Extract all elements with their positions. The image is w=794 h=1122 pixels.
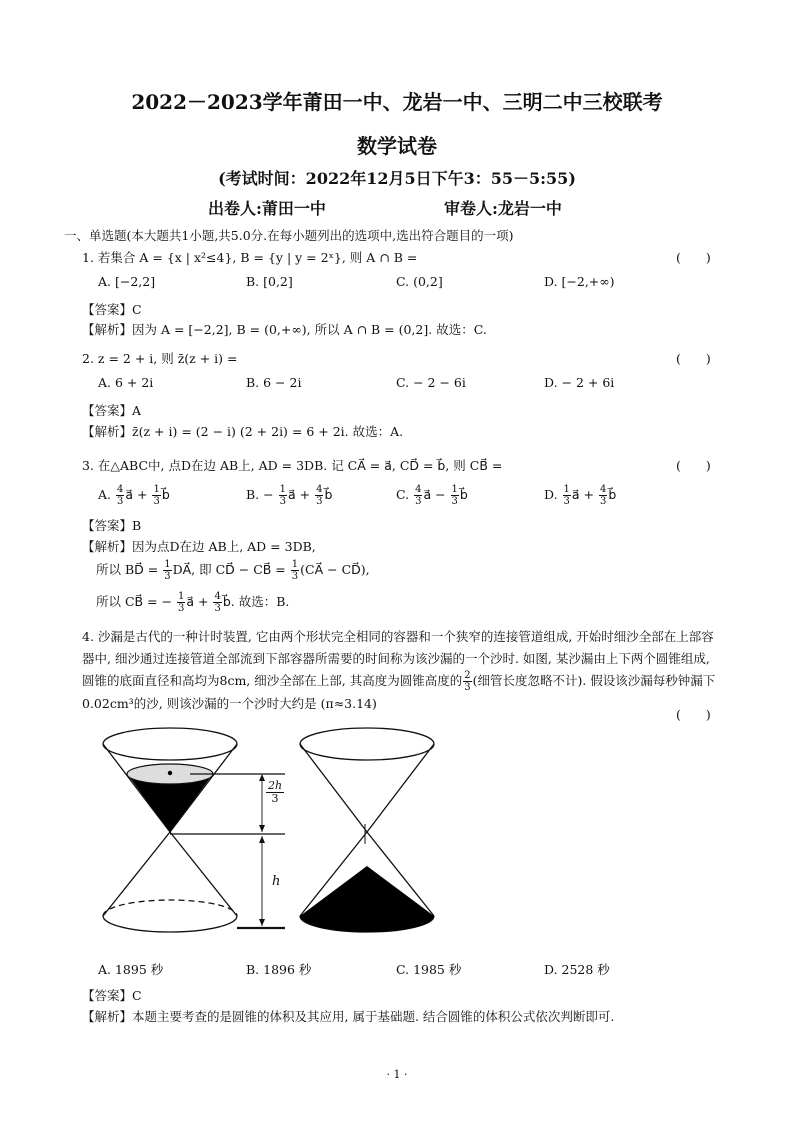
q4-answer: 【答案】C <box>82 988 142 1003</box>
label-2h-over-3: 2h 3 <box>268 779 283 805</box>
apex-dot <box>168 771 172 775</box>
q1-option-b: B. [0,2] <box>246 274 293 289</box>
q3-option-d: D. $\frac{1}{3}$ a⃗ + $\frac{4}{3}$ b⃗ <box>544 484 617 507</box>
exam-time: (考试时间：2022年12月5日下午3：55－5:55) <box>218 169 576 188</box>
q1-answer: 【答案】C <box>82 302 142 317</box>
q2-answer: 【答案】A <box>82 403 142 418</box>
q4-analysis: 【解析】本题主要考查的是圆锥的体积及其应用, 属于基础题. 结合圆锥的体积公式依次判断即可. <box>82 1009 615 1024</box>
q3-analysis-line1: 【解析】因为点D在边 AB上, AD = 3DB, <box>82 539 316 554</box>
q3-analysis-line2: 所以 BD⃗ = $\frac{1}{3}$ DA⃗, 即 CD⃗ − CB⃗ = $\frac{1}{3}$ (CA⃗ − CD⃗), <box>96 559 370 582</box>
q1-option-c: C. (0,2] <box>396 274 443 289</box>
q4-stem: 4. 沙漏是古代的一种计时装置, 它由两个形状完全相同的容器和一个狭窄的连接管道组成, 开始时细沙全部在上部容器中, 细沙通过连接管道全部流到下部容器所需要的时间称为该沙漏的一个沙时. 如图, 某沙漏由上下两个圆锥组成, 圆锥的底面直径和高均为8cm, 细沙全部在上部, 其高度为圆锥高度的 $\frac{2}{3}$ (细管长度忽略不计). 假设该沙漏每秒钟漏下0.02cm³的沙, 则该沙漏的一个沙时大约是 (π≈3.14) <box>82 629 716 711</box>
q4-option-a: A. 1895 秒 <box>98 962 164 977</box>
bottom-rim-front <box>103 916 237 932</box>
q2-analysis: 【解析】z̄(z + i) = (2 − i) (2 + 2i) = 6 + 2i. 故选：A. <box>82 424 404 439</box>
top-rim-ellipse <box>103 728 237 760</box>
q3-option-a: A. $\frac{4}{3}$ a⃗ + $\frac{1}{3}$ b⃗ <box>98 484 170 507</box>
q2-answer-blank: ( ) <box>676 351 711 366</box>
q3-answer: 【答案】B <box>82 518 142 533</box>
exam-title: 2022－2023学年莆田一中、龙岩一中、三明二中三校联考 <box>131 90 663 114</box>
q1-answer-blank: ( ) <box>676 250 711 265</box>
page-number: · 1 · <box>386 1068 408 1081</box>
q2-option-b: B. 6 − 2i <box>246 375 302 390</box>
q1-stem: 1. 若集合 A = {x | x²≤4}, B = {y | y = 2ˣ}, 则 A ∩ B = <box>82 250 418 265</box>
setter: 出卷人:莆田一中 <box>208 199 326 218</box>
cone-edge <box>170 832 237 916</box>
bottom-rim-back <box>103 900 237 916</box>
hourglass-figure <box>90 720 470 940</box>
q1-analysis: 【解析】因为 A = [−2,2], B = (0,+∞), 所以 A ∩ B = (0,2]. 故选：C. <box>82 322 487 337</box>
q2-option-a: A. 6 + 2i <box>98 375 154 390</box>
label-h: h <box>272 874 281 889</box>
q4-option-b: B. 1896 秒 <box>246 962 312 977</box>
exam-subtitle: 数学试卷 <box>357 134 437 158</box>
section-heading: 一、单选题(本大题共1小题,共5.0分.在每小题列出的选项中,选出符合题目的一项) <box>64 228 514 243</box>
cone-edge <box>103 832 170 916</box>
reviewer: 审卷人:龙岩一中 <box>444 199 562 218</box>
q4-option-c: C. 1985 秒 <box>396 962 462 977</box>
q3-stem: 3. 在△ABC中, 点D在边 AB上, AD = 3DB. 记 CA⃗ = a⃗, CD⃗ = b⃗, 则 CB⃗ = <box>82 458 503 473</box>
q2-option-d: D. − 2 + 6i <box>544 375 615 390</box>
q3-option-b: B. − $\frac{1}{3}$ a⃗ + $\frac{4}{3}$ b⃗ <box>246 484 333 507</box>
q4-answer-blank: ( ) <box>676 707 711 722</box>
q3-answer-blank: ( ) <box>676 458 711 473</box>
q3-option-c: C. $\frac{4}{3}$ a⃗ − $\frac{1}{3}$ b⃗ <box>396 484 468 507</box>
q4-option-d: D. 2528 秒 <box>544 962 610 977</box>
q3-analysis-line3: 所以 CB⃗ = − $\frac{1}{3}$ a⃗ + $\frac{4}{3}$ b⃗. 故选：B. <box>96 591 290 614</box>
q1-option-d: D. [−2,+∞) <box>544 274 615 289</box>
q1-option-a: A. [−2,2] <box>98 274 156 289</box>
sand-bottom <box>300 866 434 932</box>
q2-stem: 2. z = 2 + i, 则 z̄(z + i) = <box>82 351 238 366</box>
q2-option-c: C. − 2 − 6i <box>396 375 466 390</box>
